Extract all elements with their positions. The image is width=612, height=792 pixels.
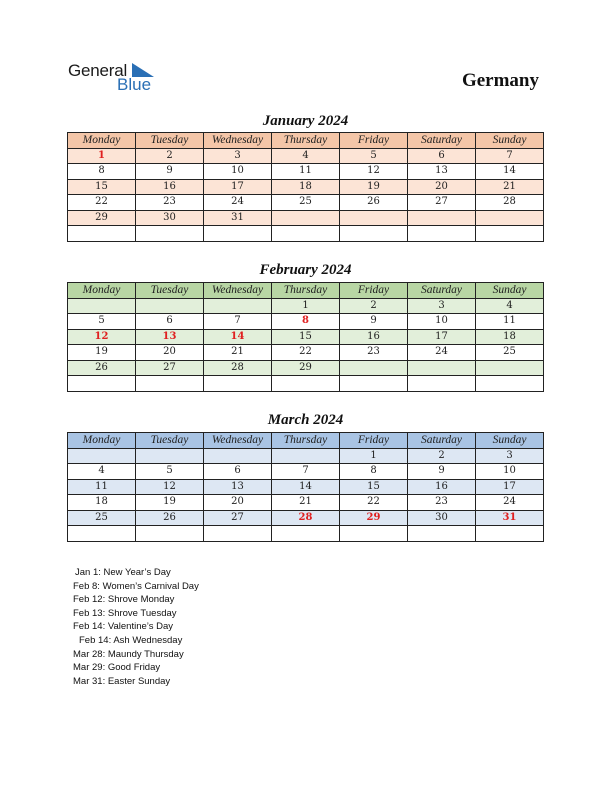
weekday-header-row [68, 133, 544, 149]
day-cell [68, 526, 136, 542]
day-cell [68, 226, 136, 242]
day-cell: 26 [68, 360, 136, 376]
weekday-header: Friday [340, 283, 408, 299]
day-cell: 21 [272, 495, 340, 511]
day-cell: 29 [340, 510, 408, 526]
holiday-item: Feb 14: Valentine’s Day [73, 621, 173, 633]
day-cell: 3 [204, 148, 272, 164]
weekday-header: Thursday [272, 133, 340, 149]
week-row [68, 345, 544, 361]
day-cell: 16 [340, 329, 408, 345]
weekday-header: Monday [68, 433, 136, 449]
day-cell [204, 526, 272, 542]
day-cell: 29 [272, 360, 340, 376]
week-row [68, 314, 544, 330]
day-cell: 15 [272, 329, 340, 345]
week-row [68, 526, 544, 542]
weekday-header-row [68, 433, 544, 449]
day-cell: 7 [204, 314, 272, 330]
weekday-header: Wednesday [204, 283, 272, 299]
weekday-header: Tuesday [136, 433, 204, 449]
day-cell: 9 [340, 314, 408, 330]
week-row [68, 226, 544, 242]
day-cell: 23 [340, 345, 408, 361]
country-title: Germany [461, 70, 539, 91]
day-cell: 15 [68, 179, 136, 195]
day-cell [340, 526, 408, 542]
day-cell: 27 [204, 510, 272, 526]
calendar-january [67, 132, 544, 242]
day-cell: 24 [204, 195, 272, 211]
day-cell: 11 [272, 164, 340, 180]
day-cell [340, 226, 408, 242]
day-cell: 1 [340, 448, 408, 464]
day-cell: 1 [272, 298, 340, 314]
day-cell: 17 [476, 479, 544, 495]
day-cell: 7 [476, 148, 544, 164]
day-cell: 30 [136, 210, 204, 226]
day-cell: 7 [272, 464, 340, 480]
weekday-header: Thursday [272, 283, 340, 299]
day-cell: 25 [68, 510, 136, 526]
day-cell: 9 [136, 164, 204, 180]
day-cell [136, 298, 204, 314]
holiday-item: Feb 12: Shrove Monday [73, 594, 175, 606]
day-cell: 8 [68, 164, 136, 180]
week-row [68, 164, 544, 180]
day-cell: 13 [408, 164, 476, 180]
holiday-item: Feb 14: Ash Wednesday [79, 634, 183, 646]
day-cell: 12 [68, 329, 136, 345]
day-cell: 17 [204, 179, 272, 195]
day-cell: 20 [408, 179, 476, 195]
weekday-header: Sunday [476, 283, 544, 299]
day-cell: 12 [136, 479, 204, 495]
day-cell: 21 [476, 179, 544, 195]
generalblue-logo [68, 61, 158, 97]
day-cell: 28 [476, 195, 544, 211]
weekday-header: Saturday [408, 283, 476, 299]
logo-general-text: General [68, 61, 128, 80]
weekday-header: Friday [340, 133, 408, 149]
day-cell: 10 [204, 164, 272, 180]
day-cell: 14 [272, 479, 340, 495]
day-cell [204, 448, 272, 464]
day-cell: 11 [476, 314, 544, 330]
day-cell: 5 [136, 464, 204, 480]
day-cell [340, 376, 408, 392]
day-cell [408, 526, 476, 542]
day-cell: 10 [476, 464, 544, 480]
holiday-item: Feb 13: Shrove Tuesday [73, 607, 177, 619]
day-cell: 30 [408, 510, 476, 526]
day-cell [136, 526, 204, 542]
day-cell [272, 376, 340, 392]
month-title-january: January 2024 [262, 113, 349, 129]
weekday-header: Tuesday [136, 133, 204, 149]
holiday-list [73, 566, 199, 688]
day-cell: 16 [136, 179, 204, 195]
day-cell: 17 [408, 329, 476, 345]
day-cell [68, 298, 136, 314]
weekday-header: Sunday [476, 133, 544, 149]
day-cell: 8 [272, 314, 340, 330]
week-row [68, 510, 544, 526]
day-cell [476, 376, 544, 392]
day-cell [204, 226, 272, 242]
holiday-item: Feb 8: Women’s Carnival Day [73, 580, 199, 592]
week-row [68, 210, 544, 226]
day-cell: 31 [476, 510, 544, 526]
day-cell: 4 [68, 464, 136, 480]
day-cell: 6 [204, 464, 272, 480]
weekday-header: Saturday [408, 433, 476, 449]
week-row [68, 195, 544, 211]
month-title-february: February 2024 [259, 262, 352, 278]
weekday-header-row [68, 283, 544, 299]
day-cell: 5 [68, 314, 136, 330]
day-cell: 5 [340, 148, 408, 164]
week-row [68, 479, 544, 495]
day-cell: 13 [136, 329, 204, 345]
week-row [68, 376, 544, 392]
day-cell: 4 [476, 298, 544, 314]
day-cell: 19 [340, 179, 408, 195]
day-cell: 2 [340, 298, 408, 314]
day-cell: 3 [476, 448, 544, 464]
day-cell [204, 298, 272, 314]
day-cell: 24 [408, 345, 476, 361]
weekday-header: Tuesday [136, 283, 204, 299]
day-cell: 22 [340, 495, 408, 511]
day-cell: 25 [476, 345, 544, 361]
day-cell [476, 526, 544, 542]
day-cell [408, 226, 476, 242]
day-cell: 25 [272, 195, 340, 211]
day-cell: 12 [340, 164, 408, 180]
week-row [68, 179, 544, 195]
day-cell [136, 376, 204, 392]
holiday-item: Mar 29: Good Friday [73, 662, 161, 674]
day-cell: 28 [272, 510, 340, 526]
day-cell: 27 [136, 360, 204, 376]
day-cell [272, 210, 340, 226]
calendar-february [67, 282, 544, 392]
weekday-header: Monday [68, 283, 136, 299]
weekday-header: Wednesday [204, 133, 272, 149]
day-cell: 4 [272, 148, 340, 164]
week-row [68, 448, 544, 464]
day-cell: 31 [204, 210, 272, 226]
day-cell: 18 [272, 179, 340, 195]
month-title-march: March 2024 [267, 412, 344, 428]
day-cell [476, 360, 544, 376]
day-cell: 1 [68, 148, 136, 164]
day-cell: 27 [408, 195, 476, 211]
holiday-item: Jan 1: New Year’s Day [75, 567, 171, 578]
day-cell [68, 448, 136, 464]
weekday-header: Wednesday [204, 433, 272, 449]
day-cell: 13 [204, 479, 272, 495]
week-row [68, 148, 544, 164]
calendar-march [67, 432, 544, 542]
week-row [68, 495, 544, 511]
weekday-header: Monday [68, 133, 136, 149]
weekday-header: Thursday [272, 433, 340, 449]
day-cell: 16 [408, 479, 476, 495]
day-cell: 22 [68, 195, 136, 211]
day-cell: 6 [408, 148, 476, 164]
day-cell: 26 [136, 510, 204, 526]
day-cell [408, 376, 476, 392]
day-cell: 23 [136, 195, 204, 211]
day-cell: 18 [68, 495, 136, 511]
day-cell [476, 210, 544, 226]
day-cell: 10 [408, 314, 476, 330]
day-cell [340, 210, 408, 226]
day-cell [136, 448, 204, 464]
day-cell: 14 [204, 329, 272, 345]
weekday-header: Saturday [408, 133, 476, 149]
day-cell: 19 [136, 495, 204, 511]
day-cell: 14 [476, 164, 544, 180]
day-cell [204, 376, 272, 392]
day-cell [408, 210, 476, 226]
day-cell: 9 [408, 464, 476, 480]
day-cell: 2 [136, 148, 204, 164]
day-cell [476, 226, 544, 242]
day-cell: 29 [68, 210, 136, 226]
week-row [68, 298, 544, 314]
day-cell: 3 [408, 298, 476, 314]
holiday-item: Mar 28: Maundy Thursday [73, 648, 184, 660]
day-cell [408, 360, 476, 376]
week-row [68, 464, 544, 480]
day-cell: 2 [408, 448, 476, 464]
day-cell [272, 226, 340, 242]
day-cell: 20 [136, 345, 204, 361]
day-cell [68, 376, 136, 392]
day-cell: 23 [408, 495, 476, 511]
day-cell: 22 [272, 345, 340, 361]
day-cell [272, 448, 340, 464]
week-row [68, 329, 544, 345]
week-row [68, 360, 544, 376]
day-cell: 26 [340, 195, 408, 211]
day-cell [136, 226, 204, 242]
weekday-header: Friday [340, 433, 408, 449]
day-cell: 6 [136, 314, 204, 330]
day-cell: 24 [476, 495, 544, 511]
day-cell: 20 [204, 495, 272, 511]
day-cell: 18 [476, 329, 544, 345]
day-cell: 28 [204, 360, 272, 376]
day-cell: 21 [204, 345, 272, 361]
day-cell: 15 [340, 479, 408, 495]
weekday-header: Sunday [476, 433, 544, 449]
logo-blue-text: Blue [117, 75, 152, 94]
day-cell: 19 [68, 345, 136, 361]
day-cell [272, 526, 340, 542]
holiday-item: Mar 31: Easter Sunday [73, 675, 171, 687]
day-cell: 8 [340, 464, 408, 480]
day-cell: 11 [68, 479, 136, 495]
day-cell [340, 360, 408, 376]
